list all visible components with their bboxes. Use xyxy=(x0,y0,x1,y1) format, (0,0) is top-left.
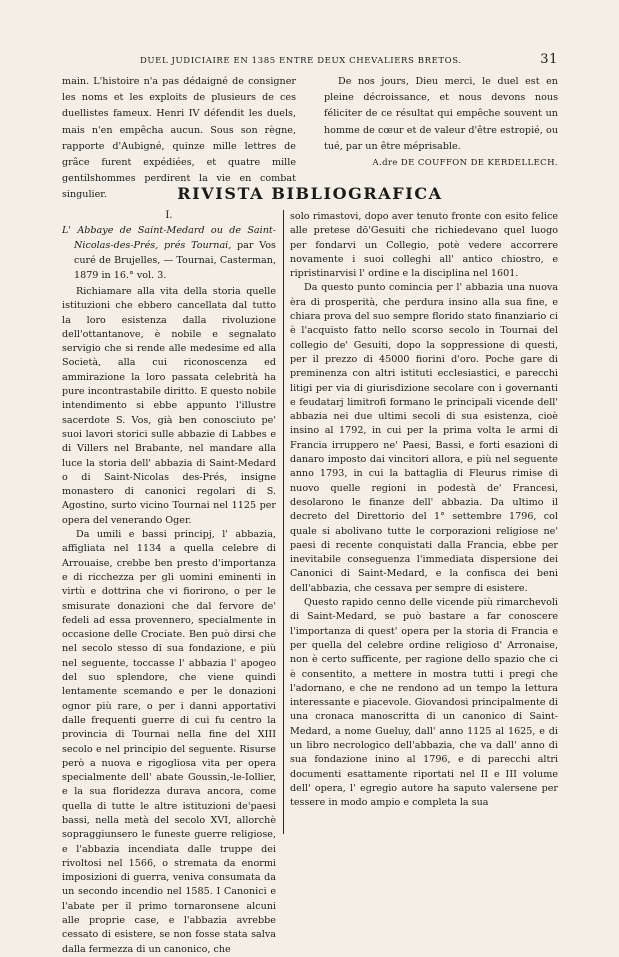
column-divider xyxy=(283,210,284,834)
review-body xyxy=(62,210,558,955)
review-paragraph: Richiamare alla vita della storia quelle istituzioni che ebbero cancellata dal tutto la loro esistenza dalla rivoluzione dell'ottantanove, è nobile e segnalato servigio che si rende alle medesime ed alla Società, alla cui riconoscenza ed ammirazione la loro passata celebrità ha pure incontrastabile diritto. E questo nobile intendimento si ebbe appunto l'illustre sacerdote S. Vos, già ben conosciuto pe' suoi lavori storici sulle abbazie di Labbes e di Villers nel Brabante, nel mandare alla luce la storia dell' abbazia di Saint-Medard o di Saint-Nicolas des-Prés, insigne monastero di canonici regolari di S. Agostino, surto vicino Tournai nel 1125 per opera del venerando Oger. xyxy=(62,286,276,526)
essay-left-text: main. L'histoire n'a pas dédaigné de consigner les noms et les exploits de plusieurs de ces duellistes fameux. Henri IV défendit les duels, mais n'en empêcha aucun. Sous son règne, rapporte d'Aubigné, quinze mille lettres de grâce furent expédiées, et quatre mille gentilshommes perdirent la vie en combat singulier. xyxy=(62,76,296,201)
author-signature: A.dre DE COUFFON DE KERDELLECH. xyxy=(372,158,558,169)
review-column-1 xyxy=(62,210,276,957)
section-title: RIVISTA BIBLIOGRAFICA xyxy=(177,184,443,203)
review-column-2 xyxy=(290,210,558,810)
book-details: par Vos curé de Brujelles, — Tournai, Casterman, 1879 in 16.° vol. 3. xyxy=(74,240,276,281)
review-number: I. xyxy=(165,210,173,221)
review-paragraph: Da questo punto comincia per l' abbazia una nuova èra di prosperità, che perdura insino alla sua fine, e chiara prova del suo sempre florido stato finanziario ci è l'acquisto fatto nello scorso secolo in Tournai del collegio de' Gesuiti, dopo la soppressione di questi, per il prezzo di 45000 fiorini d'oro. Poche gare di preminenza con altri istituti ecclesiastici, e parecchi litigi per via di giurisdizione secolare con i governanti e feudatarj limitrofi formano le principali vicende dell' abbazia nei due ultimi secoli di sua esistenza, cioè insino al 1792, in cui per la prima volta le armi di Francia irruppero ne' Paesi, Bassi, e forti esazioni di danaro imposto dai vincitori allora, e più nel seguente anno 1793, in cui la battaglia di Fleurus rimise di nuovo quelle regioni in podestà de' Francesi, desolarono le finanze dell' abbazia. Da ultimo il decreto del Direttorio del 1° settembre 1796, col quale si abolivano tutte le corporazioni religiose ne' paesi di recente conquistati dalla Francia, ebbe per inevitabile conseguenza l'immediata dispersione dei Canonici di Saint-Medard, e la confisca dei beni dell'abbazia, che cessava per sempre di esistere. xyxy=(290,282,558,594)
essay-right-text: De nos jours, Dieu merci, le duel est en pleine décroissance, et nous devons nous féliciter de ce résultat qui empêche souvent un homme de cœur et de valeur d'être estropié, ou tué, par un être méprisable. xyxy=(324,76,558,152)
page-number: 31 xyxy=(540,52,558,67)
book-title: L' Abbaye de Saint-Medard ou de Saint-Nicolas-des-Prés, prés Tournai, xyxy=(62,225,276,251)
review-paragraph: solo rimastovi, dopo aver tenuto fronte con esito felice alle pretese dō'Gesuiti che richiedevano quel luogo per fondarvi un Collegio, potè vedere accorrere novamente i suoi colleghi all' antico chiostro, e ripristinarvisi l' ordine e la disciplina nel 1601. xyxy=(290,211,558,280)
review-paragraph: Da umili e bassi principj, l' abbazia, affigliata nel 1134 a quella celebre di Arrouaise, crebbe ben presto d'importanza e di ricchezza per gli uomini eminenti in virtù e dottrina che vi fiorirono, o per le smisurate donazioni che dal fervore de' fedeli ad essa provennero, specialmente in occasione delle Crociate. Ben può dirsi che nel secolo stesso di sua fondazione, e più nel seguente, toccasse l' abbazia l' apogeo del suo splendore, che viene quindi lentamente scemando e per le donazioni ognor più rare, o per i danni apportativi dalle frequenti guerre di cui fu centro la provincia di Tournai nella fine del XIII secolo e nel principio del seguente. Risurse però a nuova e rigogliosa vita per opera specialmente dell' abate Goussin,-le-Iollier, e la sua floridezza durava ancora, come quella di tutte le altre istituzioni de'paesi bassi, nella metà del secolo XVI, allorchè sopraggiunsero le funeste guerre religiose, e l'abbazia incendiata dalle truppe dei rivoltosi nel 1566, o stremata da enormi imposizioni di guerra, veniva consumata da un secondo incendio nel 1585. I Canonici e l'abate per il primo tornaronsene alcuni alle proprie case, e l'abbazia avrebbe cessato di esistere, se non fosse stata salva dalla fermezza di un canonico, che xyxy=(62,529,276,955)
running-title: DUEL JUDICIAIRE EN 1385 ENTRE DEUX CHEVALIERS BRETOS. xyxy=(140,56,462,66)
review-paragraph: Questo rapido cenno delle vicende più rimarchevoli di Saint-Medard, se può bastare a far conoscere l'importanza di quest' opera per la storia di Francia e per quella del celebre ordine religioso d' Arronaise, non è certo sufficente, per ragione dello spazio che ci è consentito, a mettere in mostra tutti i pregi che l'adornano, e che ne rendono ad un tempo la lettura interessante e piacevole. Giovandosi principalmente di una cronaca manoscritta di un canonico di Saint-Medard, a nome Gueluy, dall' anno 1125 al 1625, e di un libro necrologico dell'abbazia, che va dall' anno di sua fondazione inino al 1796, e di parecchi altri documenti esattamente riportati nel II e III volume dell' opera, l' egregio autore ha saputo valersene per tessere in modo ampio e completa la sua xyxy=(290,597,558,809)
essay-right-column xyxy=(324,74,558,168)
book-reference xyxy=(62,223,276,283)
